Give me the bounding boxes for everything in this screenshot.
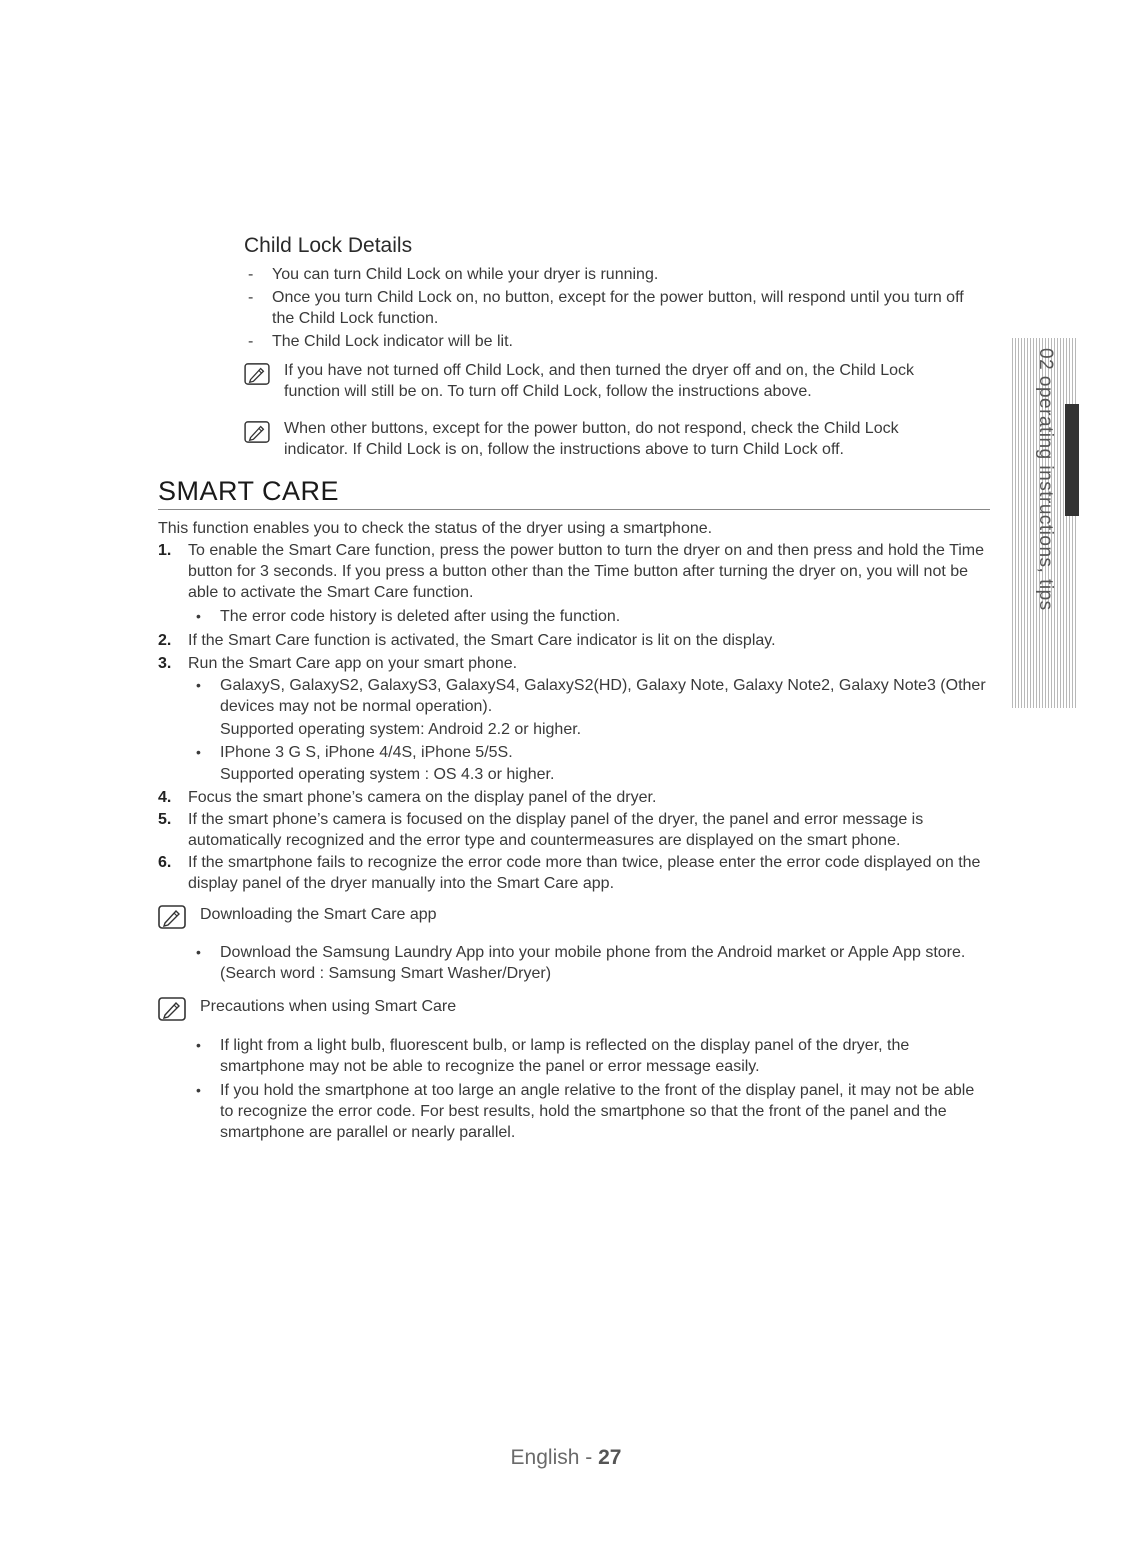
step-1-bullet: • The error code history is deleted after using the function.	[196, 608, 621, 625]
child-lock-list	[244, 264, 984, 354]
side-tab-label: 02 operating instructions, tips	[1035, 348, 1056, 611]
step-3-bullet-galaxy: • GalaxyS, GalaxyS2, GalaxyS3, GalaxyS4, GalaxyS2(HD), Galaxy Note, Galaxy Note2, Galaxy Note3 (Other devices may not be normal operation).	[196, 677, 986, 715]
tip-precautions: Precautions when using Smart Care	[158, 996, 456, 1017]
smart-care-heading: SMART CARE	[158, 476, 340, 506]
child-lock-heading: Child Lock Details	[244, 234, 413, 257]
note-icon	[244, 363, 270, 385]
list-item: - The Child Lock indicator will be lit.	[248, 333, 513, 350]
page-number: 27	[598, 1446, 622, 1469]
dash-marker: -	[248, 289, 254, 306]
note-buttons-not-responding: When other buttons, except for the power button, do not respond, check the Child Lock indicator. If Child Lock is on, follow the instructions above to turn Child Lock off.	[244, 418, 964, 460]
bullet-marker: •	[196, 1082, 201, 1098]
bullet-marker: •	[196, 608, 201, 624]
step-1: 1. To enable the Smart Care function, press the power button to turn the dryer on and then press and hold the Time button for 3 seconds. If you press a button other than the Time button after turning the dryer on, you will not be able to activate the Smart Care function.	[158, 542, 985, 601]
step-5: 5. If the smart phone’s camera is focused on the display panel of the dryer, the panel and error message is automatically recognized and the error type and countermeasures are displayed on the smart phone.	[158, 811, 924, 849]
bullet-marker: •	[196, 677, 201, 693]
step-6: 6. If the smartphone fails to recognize the error code more than twice, please enter the error code displayed on the display panel of the dryer manually into the Smart Care app.	[158, 854, 981, 892]
step-number: 4.	[158, 789, 172, 806]
bullet-marker: •	[196, 944, 201, 960]
precaution-bullet-light: • If light from a light bulb, fluorescent bulb, or lamp is reflected on the display panel of the dryer, the smartphone may not be able to recognize the panel or error message easily.	[196, 1037, 910, 1075]
list-item: - You can turn Child Lock on while your dryer is running.	[248, 266, 659, 283]
ios-requirement: Supported operating system : OS 4.3 or higher.	[220, 766, 555, 783]
side-tab-marker	[1065, 404, 1079, 516]
step-3-bullet-iphone: • IPhone 3 G S, iPhone 4/4S, iPhone 5/5S.	[196, 744, 513, 761]
step-number: 3.	[158, 655, 172, 672]
bullet-marker: •	[196, 744, 201, 760]
dash-marker: -	[248, 333, 254, 350]
step-number: 1.	[158, 542, 172, 559]
page-footer	[0, 1446, 1132, 1470]
precaution-bullet-angle: • If you hold the smartphone at too large an angle relative to the front of the display panel, it may not be able to recognize the error code. For best results, hold the smartphone so that the front of the panel and the smartphone are parallel or nearly parallel.	[196, 1082, 975, 1141]
step-4: 4. Focus the smart phone’s camera on the display panel of the dryer.	[158, 789, 657, 806]
footer-language: English -	[510, 1446, 599, 1469]
step-3: 3. Run the Smart Care app on your smart phone.	[158, 655, 518, 672]
step-number: 2.	[158, 632, 172, 649]
dash-marker: -	[248, 266, 254, 283]
step-number: 5.	[158, 811, 172, 828]
smart-care-intro: This function enables you to check the status of the dryer using a smartphone.	[158, 520, 713, 537]
list-item: - Once you turn Child Lock on, no button, except for the power button, will respond until you turn off the Child Lock function.	[248, 289, 964, 327]
note-child-lock-off: If you have not turned off Child Lock, and then turned the dryer off and on, the Child Lock function will still be on. To turn off Child Lock, follow the instructions above.	[244, 360, 964, 402]
section-side-tab	[1012, 338, 1078, 708]
note-icon	[158, 905, 186, 929]
bullet-marker: •	[196, 1037, 201, 1053]
tip-downloading: Downloading the Smart Care app	[158, 904, 437, 925]
android-os-requirement: Supported operating system: Android 2.2 or higher.	[220, 721, 582, 738]
note-icon	[244, 421, 270, 443]
download-bullet: • Download the Samsung Laundry App into your mobile phone from the Android market or Apple App store. (Search word : Samsung Smart Washer/Dryer)	[196, 944, 966, 982]
step-2: 2. If the Smart Care function is activated, the Smart Care indicator is lit on the display.	[158, 632, 776, 649]
heading-divider	[158, 509, 990, 510]
note-icon	[158, 997, 186, 1021]
step-number: 6.	[158, 854, 172, 871]
